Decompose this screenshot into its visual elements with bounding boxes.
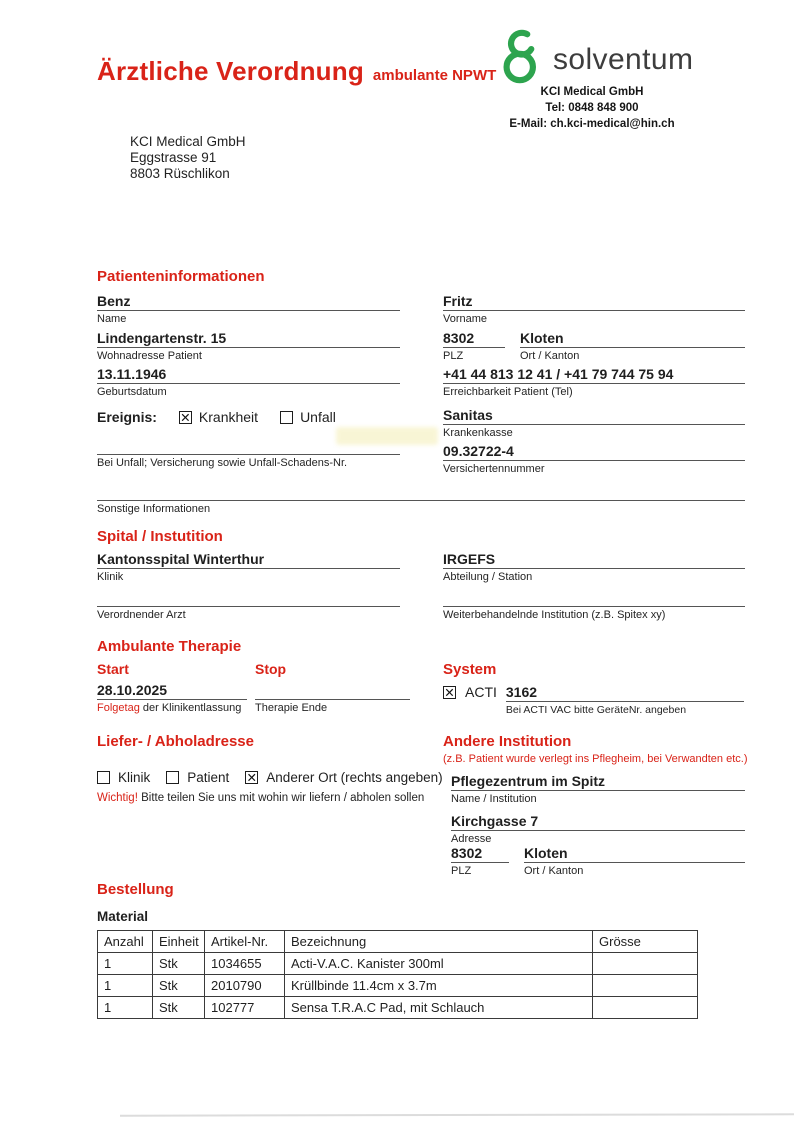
- checkbox-patient-label: Patient: [187, 770, 230, 785]
- table-row: [98, 997, 698, 1019]
- field-versichertennummer: [443, 443, 745, 475]
- field-versichertennummer-label: Versichertennummer: [443, 463, 545, 475]
- field-klinik-value: Kantonsspital Winterthur: [97, 551, 400, 569]
- field-institution-adresse-value: Kirchgasse 7: [451, 813, 745, 831]
- checkbox-unfall-label: Unfall: [300, 409, 336, 425]
- field-abteilung: [443, 551, 745, 583]
- contact-tel: Tel: 0848 848 900: [545, 102, 639, 115]
- field-therapie-start: [97, 682, 247, 714]
- table-row: [98, 975, 698, 997]
- material-label: Material: [97, 909, 149, 924]
- checkbox-patient: [166, 771, 179, 784]
- material-table: [97, 930, 698, 1019]
- checkbox-klinik: [97, 771, 110, 784]
- form-title-row: [97, 56, 496, 87]
- field-institution-plz: [451, 845, 509, 877]
- field-name-label: Name: [97, 313, 127, 325]
- field-unfall-nr-value: [97, 437, 400, 455]
- sender-line-1: KCI Medical GmbH: [130, 134, 246, 149]
- ereignis-row: [97, 409, 336, 425]
- field-versichertennummer-value: 09.32722-4: [443, 443, 745, 461]
- field-wohnadresse-label: Wohnadresse Patient: [97, 350, 202, 362]
- folgetag-red: Folgetag: [97, 702, 140, 714]
- field-institution-ort-label: Ort / Kanton: [524, 865, 584, 877]
- checkbox-acti-label: ACTI: [465, 684, 497, 700]
- cell-artikel-nr: 2010790: [205, 975, 285, 997]
- liefer-note-wichtig: Wichtig!: [97, 792, 138, 804]
- col-anzahl: Anzahl: [98, 931, 153, 953]
- therapie-start-label: Start: [97, 661, 129, 677]
- folgetag-rest: der Klinikentlassung: [139, 702, 242, 714]
- cell-artikel-nr: 102777: [205, 997, 285, 1019]
- checkbox-unfall: [280, 411, 293, 424]
- contact-email: E-Mail: ch.kci-medical@hin.ch: [509, 118, 675, 131]
- field-weiterbehandelnde-value: [443, 589, 745, 607]
- cell-groesse: [593, 975, 698, 997]
- checkbox-acti: [443, 686, 456, 699]
- field-ort: [520, 330, 745, 362]
- section-bestellung-heading: Bestellung: [97, 881, 174, 898]
- field-institution-ort-value: Kloten: [524, 845, 745, 863]
- cell-bezeichnung: Acti-V.A.C. Kanister 300ml: [285, 953, 593, 975]
- cell-anzahl: 1: [98, 953, 153, 975]
- field-name: [97, 293, 400, 325]
- field-krankenkasse-label: Krankenkasse: [443, 427, 513, 439]
- field-ort-value: Kloten: [520, 330, 745, 348]
- field-wohnadresse: [97, 330, 400, 362]
- col-bezeichnung: Bezeichnung: [285, 931, 593, 953]
- field-abteilung-label: Abteilung / Station: [443, 571, 533, 583]
- sender-line-2: Eggstrasse 91: [130, 149, 217, 165]
- solventum-logo-icon: [496, 28, 546, 91]
- field-geburtsdatum-label: Geburtsdatum: [97, 386, 167, 398]
- field-klinik: [97, 551, 400, 583]
- section-andere-heading: Andere Institution: [443, 733, 572, 750]
- field-geburtsdatum: [97, 366, 400, 398]
- field-vorname: [443, 293, 745, 325]
- field-ort-label: Ort / Kanton: [520, 350, 580, 362]
- cell-groesse: [593, 953, 698, 975]
- field-plz-label: PLZ: [443, 350, 464, 362]
- cell-anzahl: 1: [98, 997, 153, 1019]
- brand-wordmark: solventum: [553, 42, 694, 76]
- field-unfall-nr: [97, 437, 400, 469]
- liefer-note-rest: Bitte teilen Sie uns mit wohin wir liefern / abholen sollen: [137, 792, 425, 804]
- sender-line-3: 8803 Rüschlikon: [130, 165, 230, 181]
- field-plz-value: 8302: [443, 330, 505, 348]
- liefer-note: [97, 792, 424, 804]
- field-wohnadresse-value: Lindengartenstr. 15: [97, 330, 400, 348]
- company-contact-block: [472, 84, 712, 132]
- field-institution-name-label: Name / Institution: [451, 793, 537, 805]
- cell-einheit: Stk: [153, 975, 205, 997]
- form-subtitle: ambulante NPWT: [372, 67, 497, 84]
- field-verordnender-arzt-label: Verordnender Arzt: [97, 609, 186, 621]
- field-therapie-stop-value: [255, 682, 410, 700]
- field-sonstige: [97, 483, 745, 515]
- sender-address-block: [130, 134, 246, 182]
- system-row: [443, 684, 744, 716]
- field-weiterbehandelnde: [443, 589, 745, 621]
- form-title: Ärztliche Verordnung: [97, 56, 364, 86]
- section-patient-heading: Patienteninformationen: [97, 268, 265, 285]
- field-verordnender-arzt-value: [97, 589, 400, 607]
- therapie-stop-label: Stop: [255, 661, 287, 677]
- liefer-options-row: [97, 770, 443, 785]
- section-system-heading: System: [443, 661, 497, 678]
- cell-anzahl: 1: [98, 975, 153, 997]
- contact-company: KCI Medical GmbH: [540, 86, 644, 98]
- col-groesse: Grösse: [593, 931, 698, 953]
- cell-einheit: Stk: [153, 953, 205, 975]
- cell-groesse: [593, 997, 698, 1019]
- checkbox-krankheit: [179, 411, 192, 424]
- field-therapie-stop-label: Therapie Ende: [255, 702, 328, 714]
- field-krankenkasse-value: Sanitas: [443, 407, 745, 425]
- field-therapie-stop: [255, 682, 410, 714]
- table-header-row: [98, 931, 698, 953]
- field-plz: [443, 330, 505, 362]
- field-institution-name: [451, 773, 745, 805]
- col-einheit: Einheit: [153, 931, 205, 953]
- field-institution-adresse-label: Adresse: [451, 833, 492, 845]
- ereignis-label: Ereignis:: [97, 409, 157, 425]
- field-device-nr: [506, 684, 744, 716]
- field-tel: [443, 366, 745, 398]
- field-institution-plz-value: 8302: [451, 845, 509, 863]
- field-device-nr-value: 3162: [506, 684, 744, 702]
- table-row: [98, 953, 698, 975]
- cell-einheit: Stk: [153, 997, 205, 1019]
- cell-artikel-nr: 1034655: [205, 953, 285, 975]
- field-vorname-label: Vorname: [443, 313, 488, 325]
- field-therapie-start-value: 28.10.2025: [97, 682, 247, 700]
- field-name-value: Benz: [97, 293, 400, 311]
- checkbox-klinik-label: Klinik: [118, 770, 151, 785]
- field-krankenkasse: [443, 407, 745, 439]
- field-unfall-nr-label: Bei Unfall; Versicherung sowie Unfall-Schadens-Nr.: [97, 457, 348, 469]
- field-institution-ort: [524, 845, 745, 877]
- field-therapie-start-caption: [97, 702, 247, 714]
- andere-subtitle: (z.B. Patient wurde verlegt ins Pflegheim, bei Verwandten etc.): [443, 753, 748, 765]
- section-spital-heading: Spital / Instutition: [97, 528, 223, 545]
- checkbox-krankheit-label: Krankheit: [198, 409, 259, 425]
- field-device-nr-caption: Bei ACTI VAC bitte GeräteNr. angeben: [505, 704, 687, 716]
- field-verordnender-arzt: [97, 589, 400, 621]
- field-institution-adresse: [451, 813, 745, 845]
- field-abteilung-value: IRGEFS: [443, 551, 745, 569]
- cell-bezeichnung: Sensa T.R.A.C Pad, mit Schlauch: [285, 997, 593, 1019]
- section-therapie-heading: Ambulante Therapie: [97, 638, 242, 655]
- field-weiterbehandelnde-label: Weiterbehandelnde Institution (z.B. Spitex xy): [443, 609, 666, 621]
- field-institution-plz-label: PLZ: [451, 865, 472, 877]
- field-klinik-label: Klinik: [97, 571, 124, 583]
- field-geburtsdatum-value: 13.11.1946: [97, 366, 400, 384]
- field-institution-name-value: Pflegezentrum im Spitz: [451, 773, 745, 791]
- checkbox-anderer-ort: [245, 771, 258, 784]
- field-tel-label: Erreichbarkeit Patient (Tel): [443, 386, 573, 398]
- field-sonstige-label: Sonstige Informationen: [97, 503, 211, 515]
- brand-logo: [496, 28, 693, 91]
- section-liefer-heading: Liefer- / Abholadresse: [97, 733, 254, 750]
- scan-edge-artifact: [120, 1113, 794, 1116]
- field-sonstige-value: [97, 483, 745, 501]
- checkbox-anderer-ort-label: Anderer Ort (rechts angeben): [266, 770, 443, 785]
- col-artikel-nr: Artikel-Nr.: [205, 931, 285, 953]
- field-vorname-value: Fritz: [443, 293, 745, 311]
- field-tel-value: +41 44 813 12 41 / +41 79 744 75 94: [443, 366, 745, 384]
- cell-bezeichnung: Krüllbinde 11.4cm x 3.7m: [285, 975, 593, 997]
